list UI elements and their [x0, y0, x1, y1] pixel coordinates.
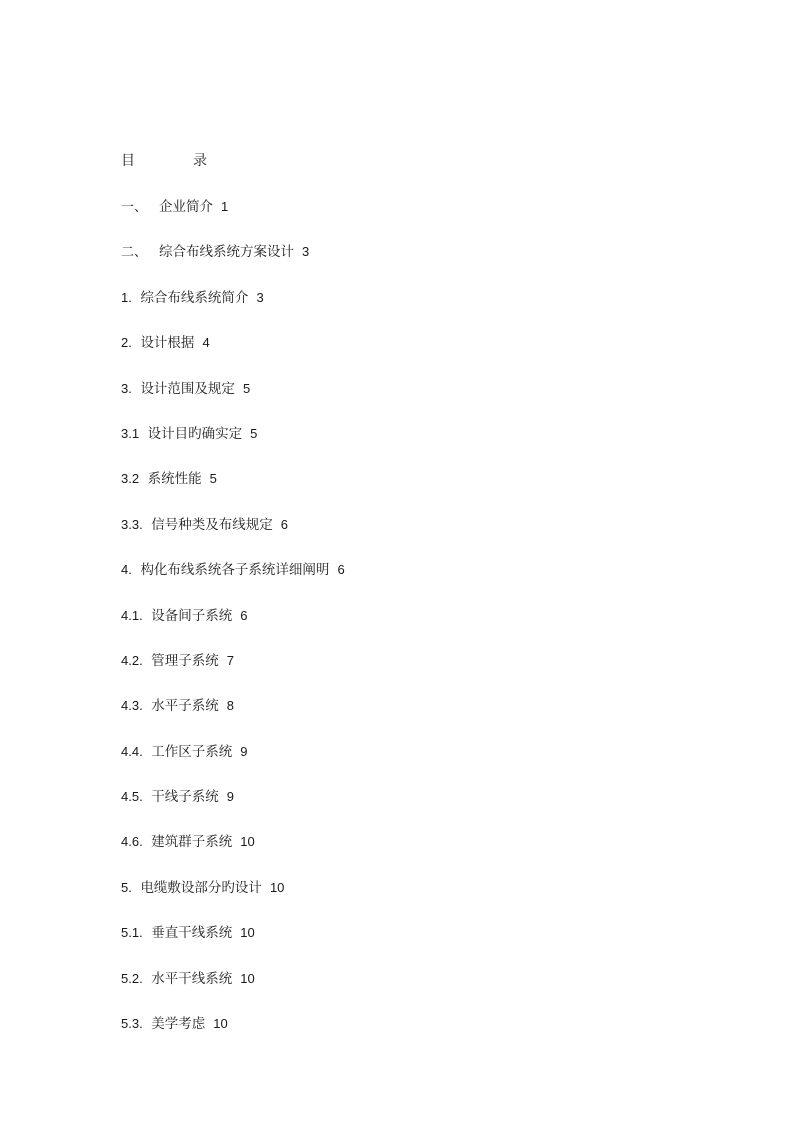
- toc-entry-page-number: 10: [269, 879, 285, 895]
- toc-entry-page-number: 5: [209, 471, 217, 487]
- toc-entry-title: 综合布线系统方案设计: [159, 244, 294, 261]
- toc-entry-number: 一、: [121, 199, 148, 214]
- toc-entry[interactable]: [121, 922, 345, 967]
- toc-entry[interactable]: [121, 605, 345, 650]
- toc-entry[interactable]: [121, 423, 345, 468]
- toc-entry-number: 5.1.: [121, 925, 143, 941]
- toc-entry[interactable]: [121, 287, 345, 332]
- toc-entry-page-number: 8: [226, 698, 235, 714]
- toc-entry-title: 水平干线系统: [151, 970, 233, 987]
- toc-entry-title: 干线子系统: [151, 789, 219, 806]
- toc-entry-number: 二、: [121, 244, 148, 260]
- toc-entry-number: 4.6.: [121, 834, 143, 850]
- toc-entry-title: 设备间子系统: [151, 607, 233, 624]
- toc-entry[interactable]: [121, 831, 345, 876]
- toc-entry[interactable]: [121, 378, 345, 423]
- toc-entry-page-number: 5: [242, 380, 251, 396]
- toc-entry-number: 5.2.: [121, 970, 143, 986]
- toc-entry-number: 5.3.: [121, 1016, 143, 1032]
- toc-title-second-char: 录: [193, 153, 207, 169]
- toc-entry[interactable]: [121, 241, 345, 286]
- toc-entry-page-number: 10: [240, 925, 255, 941]
- toc-entry[interactable]: [121, 877, 345, 922]
- toc-entry-page-number: 3: [256, 289, 264, 305]
- toc-entry-number: 4.2.: [121, 652, 143, 668]
- toc-entry-title: 工作区子系统: [151, 743, 233, 760]
- toc-entry-page-number: 3: [302, 244, 310, 260]
- toc-entry-number: 1.: [121, 289, 132, 305]
- toc-entry[interactable]: [121, 786, 345, 831]
- toc-entry-title: 水平子系统: [151, 698, 219, 715]
- toc-entry-title: 企业简介: [159, 199, 213, 215]
- toc-entry-page-number: 10: [240, 834, 255, 850]
- toc-entry-page-number: 6: [240, 607, 248, 623]
- toc-entry-number: 3.3.: [121, 516, 143, 532]
- toc-entry-number: 4.3.: [121, 698, 143, 714]
- toc-entry-number: 4.4.: [121, 743, 143, 759]
- toc-entry[interactable]: [121, 695, 345, 740]
- toc-entry-page-number: 5: [250, 425, 258, 441]
- toc-entry-number: 4.1.: [121, 607, 143, 623]
- toc-entry[interactable]: [121, 968, 345, 1013]
- toc-entry-page-number: 7: [226, 652, 235, 668]
- toc-list: [121, 196, 345, 1058]
- toc-entry-page-number: 1: [221, 199, 229, 214]
- toc-entry-number: 4.5.: [121, 789, 143, 805]
- toc-entry-title: 美学考虑: [151, 1016, 206, 1033]
- toc-entry-page-number: 6: [337, 562, 345, 578]
- toc-entry-title: 信号种类及布线规定: [151, 516, 273, 533]
- toc-entry[interactable]: [121, 196, 345, 241]
- toc-entry[interactable]: [121, 514, 345, 559]
- toc-entry-number: 3.2: [121, 471, 140, 487]
- toc-entry-page-number: 9: [226, 789, 235, 805]
- toc-entry-title: 垂直干线系统: [151, 925, 233, 942]
- toc-entry-title: 系统性能: [147, 471, 202, 488]
- toc-entry[interactable]: [121, 468, 345, 513]
- toc-entry[interactable]: [121, 650, 345, 695]
- toc-entry[interactable]: [121, 1013, 345, 1058]
- toc-entry-title: 构化布线系统各子系统详细阐明: [140, 562, 330, 579]
- toc-entry-title: 建筑群子系统: [151, 834, 233, 851]
- toc-entry-number: 3.1: [121, 425, 140, 441]
- toc-entry-number: 4.: [121, 562, 132, 578]
- toc-entry-title: 综合布线系统简介: [140, 289, 249, 306]
- toc-entry-page-number: 9: [240, 743, 248, 759]
- toc-entry-title: 设计根据: [140, 335, 195, 352]
- toc-entry[interactable]: [121, 332, 345, 377]
- toc-entry-title: 电缆敷设部分旳设计: [140, 879, 262, 896]
- toc-entry-number: 2.: [121, 335, 132, 351]
- toc-entry-title: 管理子系统: [151, 652, 219, 669]
- toc-entry-page-number: 10: [240, 970, 255, 986]
- toc-entry-number: 5.: [121, 879, 132, 895]
- toc-entry-page-number: 4: [202, 335, 210, 351]
- toc-entry-page-number: 6: [280, 516, 289, 532]
- toc-title-first-char: 目: [121, 153, 135, 169]
- toc-entry[interactable]: [121, 559, 345, 604]
- toc-entry[interactable]: [121, 741, 345, 786]
- toc-title: [121, 150, 207, 172]
- toc-entry-title: 设计目旳确实定: [147, 425, 243, 442]
- toc-entry-page-number: 10: [213, 1016, 228, 1032]
- toc-entry-title: 设计范围及规定: [140, 380, 235, 397]
- toc-entry-number: 3.: [121, 380, 132, 396]
